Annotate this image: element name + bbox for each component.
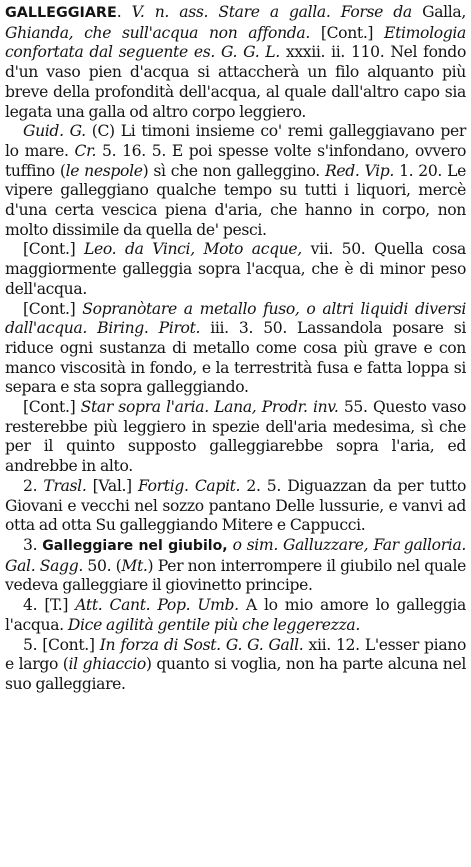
sense-number: 3. — [23, 535, 43, 554]
text: . — [116, 3, 132, 21]
citation-text: (C) Li timoni insieme co' remi galleggiavano per lo mare. — [5, 122, 466, 160]
sense-2 — [5, 477, 466, 536]
citation-source: Sopranòtare a metallo fuso, o altri liquidi diversi dall'acqua. Biring. Pirot. — [5, 299, 466, 338]
citation-source: Guid. G. — [23, 122, 86, 141]
citation-text: vii. 50. Quella cosa maggiormente galleggia sopra l'acqua, che è di minor peso dell'acqua. — [5, 240, 466, 298]
citation-source: Fortig. Capit. — [138, 476, 241, 495]
contributor-tag: [Val.] — [86, 476, 139, 495]
citation-text: 50. ( — [82, 556, 122, 575]
citation-paragraph — [5, 398, 466, 477]
contributor-tag: [Cont.] — [23, 299, 83, 318]
sense-3 — [5, 536, 466, 596]
etymology: Ghianda, che sull'acqua non affonda. — [5, 23, 310, 42]
citation-paragraph — [5, 122, 466, 240]
citation-text: xii. 12. L'esser piano e largo ( — [5, 635, 466, 674]
sense-4 — [5, 596, 466, 635]
citation-text: 2. 5. Diguazzan da per tutto Giovani e vecchi nel sozzo pantano Delle lussurie, e vanvi ad otta ad otta Su galleggiando Mitere e Cappucci. — [5, 476, 466, 535]
sense-label: Trasl. — [43, 476, 87, 495]
sub-headword: Galleggiare nel giubilo, — [42, 537, 228, 554]
citation-source: Att. Cant. Pop. Umb. — [75, 596, 239, 615]
citation-text: iii. 3. 50. Lassandola posare si riduce ogni sustanza di metallo come cosa più grave e con manco viscosità in fondo, e la terrestrità fusa e fatta loppa si separa e sta sopra galleggiando. — [5, 319, 466, 397]
editor-note: Dice agilità gentile più che leggerezza. — [67, 615, 360, 634]
citation-text: ) sì che non galleggino. — [142, 161, 325, 180]
citation-text: ) quanto si voglia, non ha parte alcuna nel suo galleggiare. — [5, 655, 467, 693]
gloss: le nespole — [65, 161, 143, 180]
entry-definition — [5, 3, 466, 122]
contributor-tag: [Cont.] — [23, 240, 84, 259]
headword: GALLEGGIARE — [5, 5, 117, 21]
citation-source: In forza di Sost. G. G. Gall. — [99, 635, 304, 654]
citation-paragraph — [5, 300, 466, 399]
citation-text: ) Per non interrompere il giubilo nel quale vedeva galleggiare il giovinetto principe. — [5, 556, 466, 595]
sense-number: 4. [T.] — [23, 596, 76, 615]
sense-definition: o sim. Galluzzare, Far galloria. Gal. Sagg. — [5, 535, 466, 575]
sense-number: 5. [Cont.] — [23, 635, 100, 654]
contributor-tag: [Cont.] — [309, 23, 385, 42]
citation-text: 5. 16. 5. E poi spesse volte s'infondano, ovvero tuffino ( — [5, 141, 466, 180]
citation-source: Star sopra l'aria. Lana, Prodr. inv. — [80, 398, 339, 417]
gloss: il ghiaccio — [68, 655, 146, 674]
citation-text: A lo mio amore lo galleggia l'acqua. — [5, 596, 466, 634]
citation-source: Cr. — [74, 141, 97, 160]
citation-source: Red. Vip. — [324, 161, 395, 180]
sense-number: 2. — [23, 476, 44, 495]
sense-5 — [5, 636, 466, 695]
citation-text: 1. 20. Le vipere galleggiano qualche tempo su tutti i liquori, mercè d'una certa vescica piena d'aria, che hanno in corpo, non molto dissimile da quella de' pesci. — [5, 161, 466, 239]
contributor-tag: Mt. — [121, 556, 148, 575]
citation-text: 55. Questo vaso resterebbe più leggiero in spezie dell'aria medesima, sì che per il quinto supposto galleggiarebbe sopra l'aria, ed andrebbe in alto. — [5, 398, 466, 476]
citation-paragraph — [5, 240, 466, 299]
contributor-tag: [Cont.] — [23, 398, 81, 417]
citation-source: Etimologia confortata dal seguente es. G. G. L. — [5, 23, 466, 62]
text: Galla, — [411, 3, 466, 21]
citation-source: Leo. da Vinci, Moto acque, — [84, 240, 302, 259]
grammar-definition: V. n. ass. Stare a galla. Forse da — [131, 3, 412, 21]
citation-text: xxxii. ii. 110. Nel fondo d'un vaso pien d'acqua si attaccherà un filo alquanto più breve della profondità dell'acqua, al quale dall'altro capo sia legata una galla od altro corpo leggiero. — [5, 43, 466, 121]
